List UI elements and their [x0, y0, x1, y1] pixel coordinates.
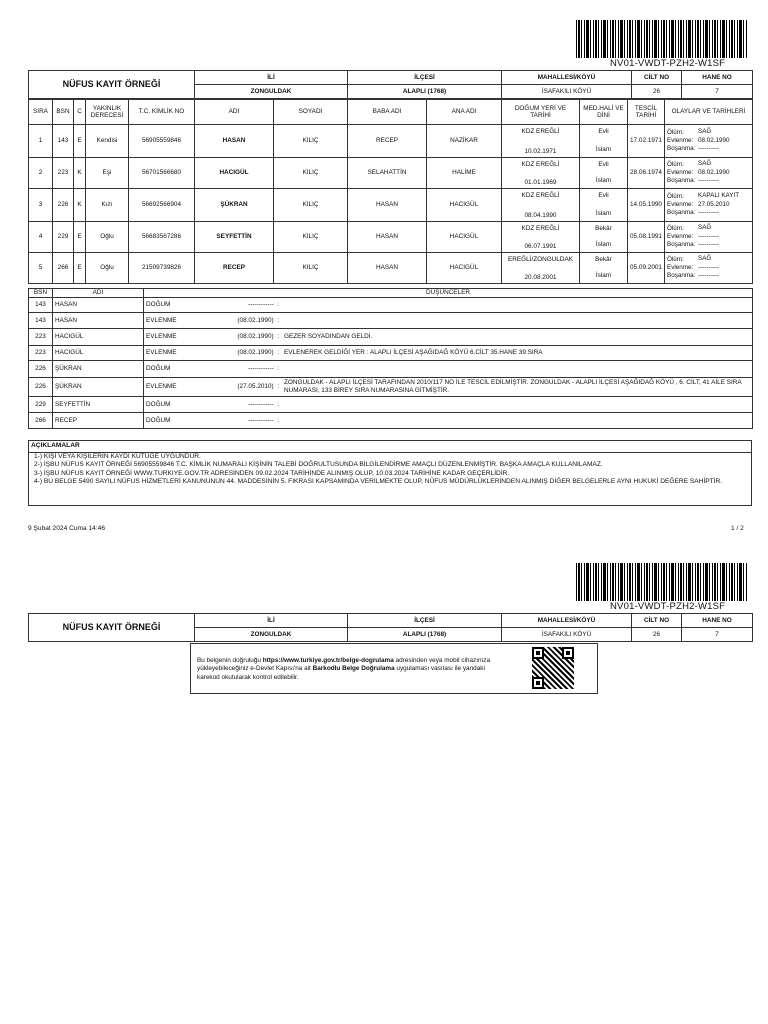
din: İslam [595, 146, 612, 154]
note-bsn: 143 [29, 313, 53, 329]
person-adi: HASAN [195, 125, 274, 158]
person-adi: SEYFETTİN [195, 222, 274, 253]
person-dogum [502, 189, 580, 222]
person-yakinlik: Oğlu [86, 222, 129, 253]
aciklama-item: 4-) BU BELGE 5490 SAYILI NÜFUS HİZMETLERİ KANUNUNUN 44. MADDESİNİN 5. FIKRASI KAPSAMINDA VERİLMEKTE OLUP, NÜFUS MÜDÜRLÜKLERİNDEN ALINMIŞ DİĞER BELGELERLE AYNI HUKUKİ DEĞERE SAHİPTİR. [34, 478, 723, 486]
note-dusunce [144, 329, 753, 346]
olum-label: Ölüm: [667, 161, 684, 169]
note-metin: GEZER SOYADINDAN GELDİ. [284, 333, 373, 341]
olum-label: Ölüm: [667, 193, 684, 201]
col-soyadi: SOYADI [274, 100, 348, 125]
evlenme-value: 08.02.1990 [698, 169, 730, 177]
note-row [29, 413, 753, 429]
aciklama-item: 1-) KİŞİ VEYA KİŞİLERİN KAYDI KÜTÜĞE UYGUNDUR. [34, 452, 201, 460]
col-olaylar: OLAYLAR VE TARİHLERİ [665, 100, 753, 125]
note-tarih: (08.02.1990) : [237, 349, 279, 357]
olum-value: SAĞ [698, 255, 712, 263]
note-metin: EVLENEREK GELDİĞİ YER : ALAPLI İLÇESİ AŞAĞIDAĞ KÖYÜ 6.CİLT 35.HANE 39.SIRA [284, 349, 543, 357]
mahalle-label: MAHALLESİ/KÖYÜ [502, 71, 632, 85]
note-dusunce [144, 361, 753, 378]
note-tur: DOĞUM [146, 416, 171, 424]
evlenme-label: Evlenme: [667, 201, 694, 209]
note-bsn: 143 [29, 298, 53, 313]
evlenme-value: 08.02.1990 [698, 137, 730, 145]
person-olaylar [665, 158, 753, 189]
note-adi: RECEP [53, 413, 144, 429]
aciklama-item: 3-) İŞBU NÜFUS KAYIT ÖRNEĞİ WWW.TURKIYE.GOV.TR ADRESİNDEN 09.02.2024 TARİHİNDE ALINMIŞ OLUP, 10.03.2024 TARİHİNE KADAR GEÇERLİDİR. [34, 469, 510, 477]
note-row [29, 313, 753, 329]
person-bsn: 266 [53, 253, 74, 284]
document-code-page2: NV01-VWDT-PZH2-W1SF [610, 601, 726, 612]
col-sira: SIRA [29, 100, 53, 125]
person-tc-no: 56905559846 [129, 125, 195, 158]
olum-value: KAPALI KAYIT [698, 192, 740, 200]
evlenme-label: Evlenme: [667, 233, 694, 241]
person-bsn: 229 [53, 222, 74, 253]
note-tur: EVLENME [146, 316, 177, 324]
note-tur: DOĞUM [146, 301, 171, 309]
verification-link[interactable]: https://www.turkiye.gov.tr/belge-dogrulama [262, 657, 394, 664]
person-soyadi: KILIÇ [274, 253, 348, 284]
person-yakinlik: Kızı [86, 189, 129, 222]
note-tur: EVLENME [146, 383, 177, 391]
hane-value: 7 [682, 85, 753, 99]
olum-label: Ölüm: [667, 256, 684, 264]
evlenme-value: ---------- [698, 233, 719, 241]
note-bsn: 229 [29, 397, 53, 413]
person-tescil-tarihi: 14.05.1990 [628, 189, 665, 222]
note-tarih: ------------ : [248, 301, 279, 309]
note-tarih: (08.02.1990) : [237, 316, 279, 324]
din: İslam [595, 177, 612, 185]
note-bsn: 226 [29, 361, 53, 378]
olum-value: SAĞ [698, 160, 712, 168]
col-adi: ADI [195, 100, 274, 125]
bosanma-label: Boşanma: [667, 208, 696, 216]
bosanma-value: ---------- [698, 176, 719, 184]
person-medeni-hal [580, 189, 628, 222]
note-dusunce [144, 397, 753, 413]
person-sira: 4 [29, 222, 53, 253]
din: İslam [595, 210, 612, 218]
note-adi: HACIGÜL [53, 346, 144, 361]
person-tc-no: 21509739826 [129, 253, 195, 284]
person-bsn: 226 [53, 189, 74, 222]
header-table [28, 70, 753, 99]
dogum-yeri: KDZ EREĞLİ [521, 160, 560, 168]
il-value-page2: ZONGULDAK [195, 628, 348, 642]
person-tescil-tarihi: 05.08.1991 [628, 222, 665, 253]
ilce-value: ALAPLI (1768) [348, 85, 502, 99]
note-adi: HASAN [53, 313, 144, 329]
hane-label: HANE NO [682, 71, 753, 85]
person-medeni-hal [580, 125, 628, 158]
person-adi: HACIGÜL [195, 158, 274, 189]
medeni-hal: Evli [598, 160, 609, 168]
hane-value-page2: 7 [682, 628, 753, 642]
note-tur: DOĞUM [146, 400, 171, 408]
bosanma-label: Boşanma: [667, 144, 696, 152]
person-dogum [502, 158, 580, 189]
person-dogum [502, 222, 580, 253]
note-tarih: ------------ : [248, 416, 279, 424]
bosanma-value: ---------- [698, 271, 719, 279]
note-dusunce [144, 313, 753, 329]
person-soyadi: KILIÇ [274, 158, 348, 189]
medeni-hal: Evli [598, 127, 609, 135]
person-tc-no: 56683567286 [129, 222, 195, 253]
page-number: 1 / 2 [731, 525, 744, 532]
din: İslam [595, 272, 612, 280]
evlenme-label: Evlenme: [667, 264, 694, 272]
person-soyadi: KILIÇ [274, 222, 348, 253]
dogum-tarihi: 08.04.1990 [524, 212, 557, 220]
note-row [29, 298, 753, 313]
dogum-tarihi: 10.02.1971 [524, 148, 557, 156]
note-metin: ZONGULDAK - ALAPLI İLÇESİ TARAFINDAN 2010/117 NO İLE TESCİL EDİLMİŞTİR. ZONGULDAK - ALAPLI İLÇESİ AŞAĞIDAĞ KÖYÜ , 6. CİLT, 41 AİLE SIRA NUMARASI, 133 BİREY SIRA NUMARASINA GİTMİŞTİR. [284, 379, 742, 394]
olum-value: SAĞ [698, 224, 712, 232]
cilt-value: 26 [632, 85, 682, 99]
note-tarih: ------------ : [248, 400, 279, 408]
person-yakinlik: Kendisi [86, 125, 129, 158]
dogum-yeri: KDZ EREĞLİ [521, 127, 560, 135]
ilce-value-page2: ALAPLI (1768) [348, 628, 502, 642]
dogum-yeri: KDZ EREĞLİ [521, 224, 560, 232]
aciklamalar-list [29, 453, 751, 487]
person-sira: 2 [29, 158, 53, 189]
print-date: 9 Şubat 2024 Cuma 14:46 [28, 525, 105, 532]
person-row [29, 189, 753, 222]
person-adi: ŞÜKRAN [195, 189, 274, 222]
cilt-label-page2: CİLT NO [632, 614, 682, 628]
col-dogum: DOĞUM YERİ VE TARİHİ [502, 100, 580, 125]
person-baba-adi: SELAHATTİN [348, 158, 427, 189]
aciklamalar-box [28, 440, 752, 506]
document-title-page2: NÜFUS KAYIT ÖRNEĞİ [29, 614, 195, 642]
person-olaylar [665, 222, 753, 253]
note-tur: EVLENME [146, 349, 177, 357]
note-adi: ŞÜKRAN [53, 378, 144, 397]
note-bsn: 226 [29, 378, 53, 397]
il-label: İLİ [195, 71, 348, 85]
note-adi: HACIGÜL [53, 329, 144, 346]
note-row [29, 378, 753, 397]
person-sira: 5 [29, 253, 53, 284]
person-ana-adi: HACIGÜL [427, 222, 502, 253]
header-table-page2 [28, 613, 753, 642]
person-tescil-tarihi: 28.06.1974 [628, 158, 665, 189]
din: İslam [595, 241, 612, 249]
col-medhal: MED.HALİ VE DİNİ [580, 100, 628, 125]
note-tarih: ------------ : [248, 365, 279, 373]
note-dusunce [144, 413, 753, 429]
person-row [29, 158, 753, 189]
medeni-hal: Bekâr [595, 224, 612, 232]
document-code: NV01-VWDT-PZH2-W1SF [610, 58, 726, 69]
note-row [29, 346, 753, 361]
person-ana-adi: NAZİKAR [427, 125, 502, 158]
note-bsn: 223 [29, 346, 53, 361]
document-title: NÜFUS KAYIT ÖRNEĞİ [29, 71, 195, 99]
olum-label: Ölüm: [667, 129, 684, 137]
person-baba-adi: RECEP [348, 125, 427, 158]
person-row [29, 125, 753, 158]
evlenme-value: ---------- [698, 264, 719, 272]
person-soyadi: KILIÇ [274, 125, 348, 158]
dogum-tarihi: 20.08.2001 [524, 274, 557, 282]
medeni-hal: Bekâr [595, 255, 612, 263]
person-tc-no: 56692566904 [129, 189, 195, 222]
cilt-label: CİLT NO [632, 71, 682, 85]
bosanma-value: ---------- [698, 208, 719, 216]
person-olaylar [665, 189, 753, 222]
mahalle-value: İSAFAKILI KÖYÜ [502, 85, 632, 99]
barcode-page2 [576, 563, 748, 601]
il-value: ZONGULDAK [195, 85, 348, 99]
notes-table [28, 288, 753, 429]
person-baba-adi: HASAN [348, 222, 427, 253]
person-cinsiyet: E [74, 222, 86, 253]
verification-text: Bu belgenin doğruluğu https://www.turkiye.gov.tr/belge-dogrulama adresinden veya mobil cihazınıza yükleyebileceğiniz e-Devlet Kapısı'na ait Barkodlu Belge Doğrulama uygulaması vasıtası ile yandaki karekod okutularak kontrol edilebilir. [197, 657, 491, 681]
person-baba-adi: HASAN [348, 189, 427, 222]
note-dusunce [144, 298, 753, 313]
person-medeni-hal [580, 253, 628, 284]
note-adi: HASAN [53, 298, 144, 313]
notes-col-bsn: BSN [29, 289, 53, 298]
person-olaylar [665, 125, 753, 158]
person-ana-adi: HACIGÜL [427, 253, 502, 284]
note-tarih: (08.02.1990) : [237, 333, 279, 341]
note-tarih: (27.05.2010) : [237, 383, 279, 391]
person-medeni-hal [580, 222, 628, 253]
col-baba: BABA ADI [348, 100, 427, 125]
person-cinsiyet: K [74, 189, 86, 222]
mahalle-value-page2: İSAFAKILI KÖYÜ [502, 628, 632, 642]
evlenme-value: 27.05.2010 [698, 201, 730, 209]
note-dusunce [144, 378, 753, 397]
note-adi: SEYFETTİN [53, 397, 144, 413]
evlenme-label: Evlenme: [667, 169, 694, 177]
person-adi: RECEP [195, 253, 274, 284]
evlenme-label: Evlenme: [667, 137, 694, 145]
hane-label-page2: HANE NO [682, 614, 753, 628]
bosanma-value: ---------- [698, 144, 719, 152]
person-soyadi: KILIÇ [274, 189, 348, 222]
note-bsn: 223 [29, 329, 53, 346]
person-tc-no: 56701566680 [129, 158, 195, 189]
aciklamalar-title: AÇIKLAMALAR [29, 441, 751, 453]
person-yakinlik: Eşi [86, 158, 129, 189]
person-ana-adi: HACIGÜL [427, 189, 502, 222]
cilt-value-page2: 26 [632, 628, 682, 642]
person-dogum [502, 125, 580, 158]
dogum-tarihi: 06.07.1991 [524, 243, 557, 251]
persons-table [28, 99, 753, 284]
person-ana-adi: HALİME [427, 158, 502, 189]
note-row [29, 329, 753, 346]
dogum-tarihi: 01.01.1969 [524, 179, 557, 187]
person-cinsiyet: K [74, 158, 86, 189]
notes-col-dusunceler: DÜŞÜNCELER [144, 289, 753, 298]
bosanma-value: ---------- [698, 240, 719, 248]
barcode [576, 20, 748, 58]
col-ana: ANA ADI [427, 100, 502, 125]
person-baba-adi: HASAN [348, 253, 427, 284]
dogum-yeri: KDZ EREĞLİ [521, 191, 560, 199]
bosanma-label: Boşanma: [667, 240, 696, 248]
note-row [29, 361, 753, 378]
person-row [29, 222, 753, 253]
note-adi: ŞÜKRAN [53, 361, 144, 378]
person-sira: 1 [29, 125, 53, 158]
dogum-yeri: EREĞLİ/ZONGULDAK [508, 255, 573, 263]
bosanma-label: Boşanma: [667, 176, 696, 184]
person-yakinlik: Oğlu [86, 253, 129, 284]
person-bsn: 223 [53, 158, 74, 189]
note-bsn: 266 [29, 413, 53, 429]
col-tc: T.C. KİMLİK NO [129, 100, 195, 125]
person-sira: 3 [29, 189, 53, 222]
notes-col-adi: ADI [53, 289, 144, 298]
col-bsn: BSN [53, 100, 74, 125]
note-tur: DOĞUM [146, 365, 171, 373]
col-c: C [74, 100, 86, 125]
il-label-page2: İLİ [195, 614, 348, 628]
person-bsn: 143 [53, 125, 74, 158]
person-dogum [502, 253, 580, 284]
col-tescil: TESCİL TARİHİ [628, 100, 665, 125]
bosanma-label: Boşanma: [667, 271, 696, 279]
person-medeni-hal [580, 158, 628, 189]
person-row [29, 253, 753, 284]
col-yakinlik: YAKINLIK DERECESİ [86, 100, 129, 125]
olum-label: Ölüm: [667, 225, 684, 233]
note-row [29, 397, 753, 413]
olum-value: SAĞ [698, 128, 712, 136]
note-tur: EVLENME [146, 333, 177, 341]
person-cinsiyet: E [74, 253, 86, 284]
qr-code [532, 647, 574, 689]
person-cinsiyet: E [74, 125, 86, 158]
note-dusunce [144, 346, 753, 361]
ilce-label-page2: İLÇESİ [348, 614, 502, 628]
person-tescil-tarihi: 05.09.2001 [628, 253, 665, 284]
mahalle-label-page2: MAHALLESİ/KÖYÜ [502, 614, 632, 628]
ilce-label: İLÇESİ [348, 71, 502, 85]
person-olaylar [665, 253, 753, 284]
person-tescil-tarihi: 17.02.1971 [628, 125, 665, 158]
medeni-hal: Evli [598, 191, 609, 199]
aciklama-item: 2-) İŞBU NÜFUS KAYIT ÖRNEĞİ 56905559846 T.C. KİMLİK NUMARALI KİŞİNİN TALEBİ DOĞRULTUSUNDA BİLGİLENDİRME AMAÇLI DÜZENLENMİŞTİR. BAŞKA AMAÇLA KULLANILAMAZ. [34, 461, 603, 469]
